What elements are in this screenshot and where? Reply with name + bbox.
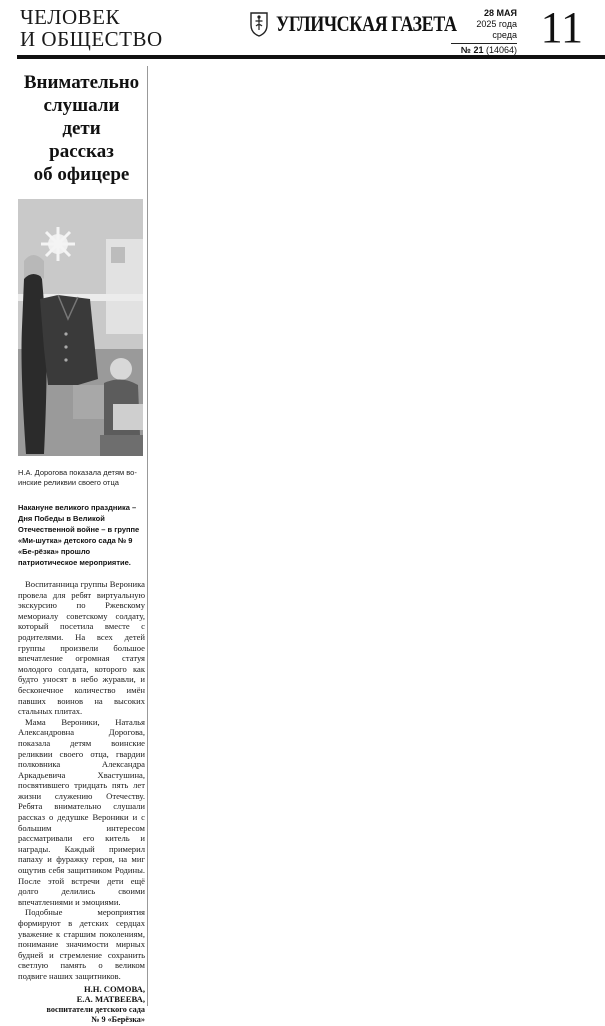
coat-of-arms-icon	[249, 11, 269, 37]
headline-line: Внимательно	[23, 72, 140, 93]
article-signature	[18, 984, 145, 1026]
article-paragraph: Воспитанница группы Вероника провела для ребят виртуальную экскурсию по Ржевскому мемориалу советскому солдату, который посетила вместе с родителями. На всех детей группы произвели большое впечатление огромная статуя молодого солдата, которого как будто уносят в небо журавли, и бесконечное количество имён павших воинов на высоких стальных плитах.	[18, 579, 145, 717]
issue-number-total: (14064)	[485, 45, 517, 55]
author-name: Н.Н. СОМОВА,	[83, 983, 145, 994]
issue-divider	[451, 43, 517, 44]
headline-line: об офицере	[33, 164, 130, 185]
newspaper-title: УГЛИЧСКАЯ ГАЗЕТА	[276, 11, 457, 36]
section-title-line1: ЧЕЛОВЕК	[20, 5, 120, 29]
issue-year: 2025 года	[476, 19, 517, 29]
author-role: воспитатели детского сада	[46, 1004, 145, 1014]
issue-date: 28 МАЯ	[484, 8, 517, 18]
headline-line: рассказ	[49, 141, 114, 162]
photo-caption: Н.А. Дорогова показала детям во-инские реликвии своего отца	[18, 468, 137, 487]
article-paragraph: Мама Вероники, Наталья Александровна Дорогова, показала детям воинские реликвии своего отца, гвардии полковника Александра Аркадьевича Хвастушина, посвятившего тридцать пять лет жизни служению Отечеству. Ребята внимательно слушали рассказ о дедушке Вероники и с большим интересом рассматривали его китель и награды. Каждый примерил папаху и фуражку героя, на миг ощутив себя защитником Родины. После этой встречи дети ещё долго делились своими впечатлениями и эмоциями.	[18, 716, 145, 907]
issue-weekday: среда	[492, 30, 517, 40]
article-lead: Накануне великого праздника – Дня Победы в Великой Отечественной войне – в группе «Ми-шутка» детского сада № 9 «Бе-рёзка» прошло патриотическое мероприятие.	[18, 503, 140, 567]
issue-number-main: № 21	[460, 45, 484, 55]
author-role: № 9 «Берёзка»	[91, 1015, 145, 1025]
header-rule	[17, 55, 605, 59]
page-number: 11	[540, 3, 583, 52]
issue-info	[437, 8, 517, 56]
headline-line: дети	[62, 118, 101, 139]
article-photo	[18, 199, 143, 456]
author-name: Е.А. МАТВЕЕВА,	[76, 994, 145, 1005]
section-title	[20, 6, 163, 50]
article-body	[18, 579, 145, 982]
article-headline	[18, 71, 145, 186]
article-paragraph: Подобные мероприятия формируют в детских сердцах уважение к старшим поколениям, понимание значимости мирных будней и стремление сохранить светлую память о великом подвиге наших защитников.	[18, 907, 145, 981]
section-title-line2: И ОБЩЕСТВО	[20, 27, 163, 51]
article-column	[18, 66, 145, 1026]
column-divider	[147, 66, 148, 1006]
headline-line: слушали	[43, 95, 120, 116]
page-header	[0, 0, 605, 60]
